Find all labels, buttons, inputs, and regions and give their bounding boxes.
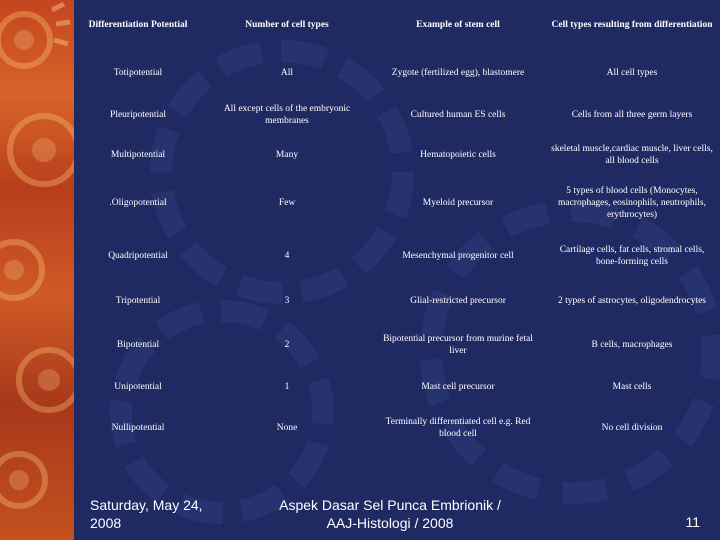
table-cell: Totipotential [113, 67, 163, 78]
footer-date: Saturday, May 24, 2008 [90, 497, 203, 531]
table-cell: .Oligopotential [109, 198, 167, 208]
table-cell: Hematopoietic cells [420, 149, 496, 160]
table-cell: All [280, 67, 294, 78]
table-cell: Many [275, 149, 299, 160]
table-row [74, 232, 720, 280]
table-cell: None [276, 423, 298, 433]
table-cell: Bipotential [116, 340, 160, 350]
table-cell: 4 [284, 251, 290, 261]
page-number: 11 [685, 514, 700, 530]
table-row [74, 135, 720, 174]
table-cell: All except cells of the embryonic membranes [223, 104, 351, 126]
table-cell: Mesenchymal progenitor cell [402, 251, 514, 261]
table-row [74, 50, 720, 95]
table-row [74, 174, 720, 232]
footer-title: Aspek Dasar Sel Punca Embrionik / AAJ-Histologi / 2008 [279, 497, 501, 531]
table-cell: Few [278, 198, 296, 208]
table-cell: Unipotential [114, 382, 162, 392]
table-cell: Myeloid precursor [422, 198, 494, 208]
table-cell: 3 [284, 296, 290, 306]
table-cell: Multipotential [110, 149, 166, 160]
table-cell: 5 types of blood cells (Monocytes, macrophages, eosinophils, neutrophils, erythrocytes) [557, 186, 706, 220]
table-cell: Glial-restricted precursor [410, 296, 506, 306]
table-cell: Terminally differentiated cell e.g. Red blood cell [385, 417, 531, 439]
table-cell: Mast cells [612, 382, 652, 392]
table-cell: 2 types of astrocytes, oligodendrocytes [557, 296, 706, 306]
column-header: Differentiation Potential [88, 20, 188, 30]
table-cell: 1 [284, 382, 290, 392]
table-cell: skeletal muscle,cardiac muscle, liver cells, all blood cells [551, 143, 713, 166]
table-header-row [74, 0, 720, 50]
table-cell: Tripotential [115, 296, 161, 306]
table-cell: Zygote (fertilized egg), blastomere [391, 67, 525, 78]
table-cell: Cells from all three germ layers [571, 110, 693, 120]
table-cell: 2 [284, 340, 290, 350]
table-row [74, 280, 720, 322]
table-row [74, 368, 720, 406]
table-cell: All cell types [606, 67, 658, 78]
table-cell: B cells, macrophages [591, 340, 673, 350]
gear-icon [0, 0, 74, 540]
table-cell: Nullipotential [111, 423, 165, 433]
table-row [74, 322, 720, 368]
table-cell: Bipotential precursor from murine fetal liver [383, 334, 533, 356]
table-row [74, 95, 720, 135]
column-header: Cell types resulting from differentiation [551, 20, 713, 30]
table-cell: Quadripotential [108, 251, 168, 261]
differentiation-potential-table [74, 0, 720, 450]
decorative-left-strip [0, 0, 74, 540]
table-cell: Cartilage cells, fat cells, stromal cells, bone-forming cells [559, 245, 705, 267]
column-header: Number of cell types [245, 20, 329, 30]
table-cell: Cultured human ES cells [410, 110, 506, 120]
table-cell: Pleuripotential [110, 110, 166, 120]
column-header: Example of stem cell [416, 20, 500, 30]
table-cell: No cell division [601, 423, 663, 433]
table-cell: Mast cell precursor [421, 382, 495, 392]
table-row [74, 406, 720, 450]
